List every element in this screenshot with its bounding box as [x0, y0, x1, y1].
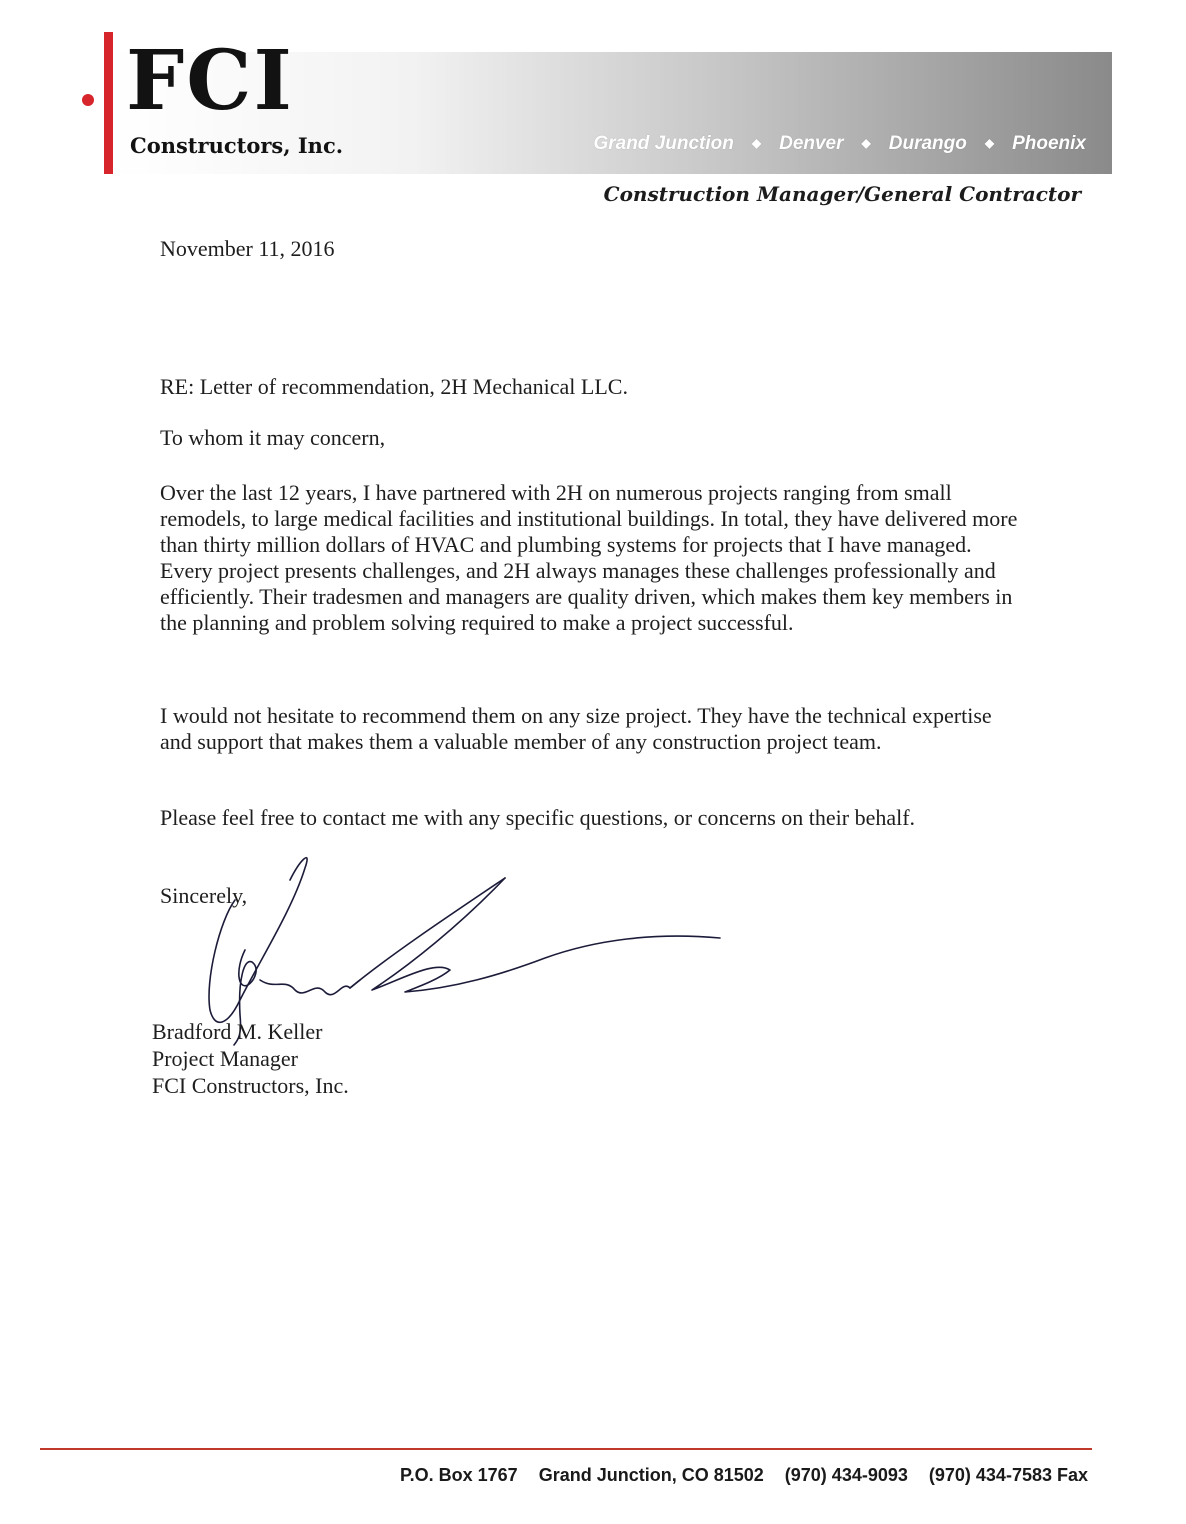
diamond-separator-icon: ◆ [751, 136, 762, 150]
city-grand-junction: Grand Junction [593, 133, 734, 154]
city-phoenix: Phoenix [1012, 133, 1086, 154]
letter-subject: RE: Letter of recommendation, 2H Mechanical LLC. [160, 374, 628, 399]
company-logo: FCI [126, 33, 294, 129]
letter-paragraph-3: Please feel free to contact me with any specific questions, or concerns on their behalf. [160, 805, 916, 830]
city-denver: Denver [779, 133, 844, 154]
footer-divider [40, 1448, 1092, 1450]
footer-contact [400, 1465, 1088, 1486]
logo-red-dot [82, 94, 94, 106]
office-locations [593, 133, 1086, 155]
diamond-separator-icon: ◆ [984, 136, 995, 150]
letter-paragraph-1: Over the last 12 years, I have partnered with 2H on numerous projects ranging from small remodels, to large medical facilities and institutional buildings. In total, they have delivered more than thirty million dollars of HVAC and plumbing systems for projects that I have managed. Every project presents challenges, and 2H always manages these challenges professionally and efficiently. Their tradesmen and managers are quality driven, which makes them key members in the planning and problem solving required to make a project successful. [160, 480, 1018, 635]
footer-po-box: P.O. Box 1767 [399, 1465, 518, 1485]
company-tagline: Construction Manager/General Contractor [603, 182, 1081, 206]
footer-phone: (970) 434-9093 [784, 1465, 908, 1485]
letter-salutation: To whom it may concern, [160, 425, 386, 450]
signer-name: Bradford M. Keller [152, 1019, 323, 1044]
letter-closing: Sincerely, [160, 883, 248, 908]
company-subtitle: Constructors, Inc. [130, 133, 344, 158]
city-durango: Durango [888, 133, 967, 154]
letter-date: November 11, 2016 [160, 236, 335, 261]
signer-company: FCI Constructors, Inc. [152, 1073, 349, 1098]
signer-title: Project Manager [152, 1046, 298, 1071]
signer-block [152, 1018, 349, 1099]
letter-paragraph-2: I would not hesitate to recommend them on any size project. They have the technical expertise and support that makes them a valuable member of any construction project team. [160, 703, 992, 754]
footer-fax: (970) 434-7583 Fax [928, 1465, 1088, 1485]
diamond-separator-icon: ◆ [861, 136, 871, 150]
footer-city-state-zip: Grand Junction, CO 81502 [538, 1465, 764, 1485]
logo-red-bar [104, 32, 113, 174]
